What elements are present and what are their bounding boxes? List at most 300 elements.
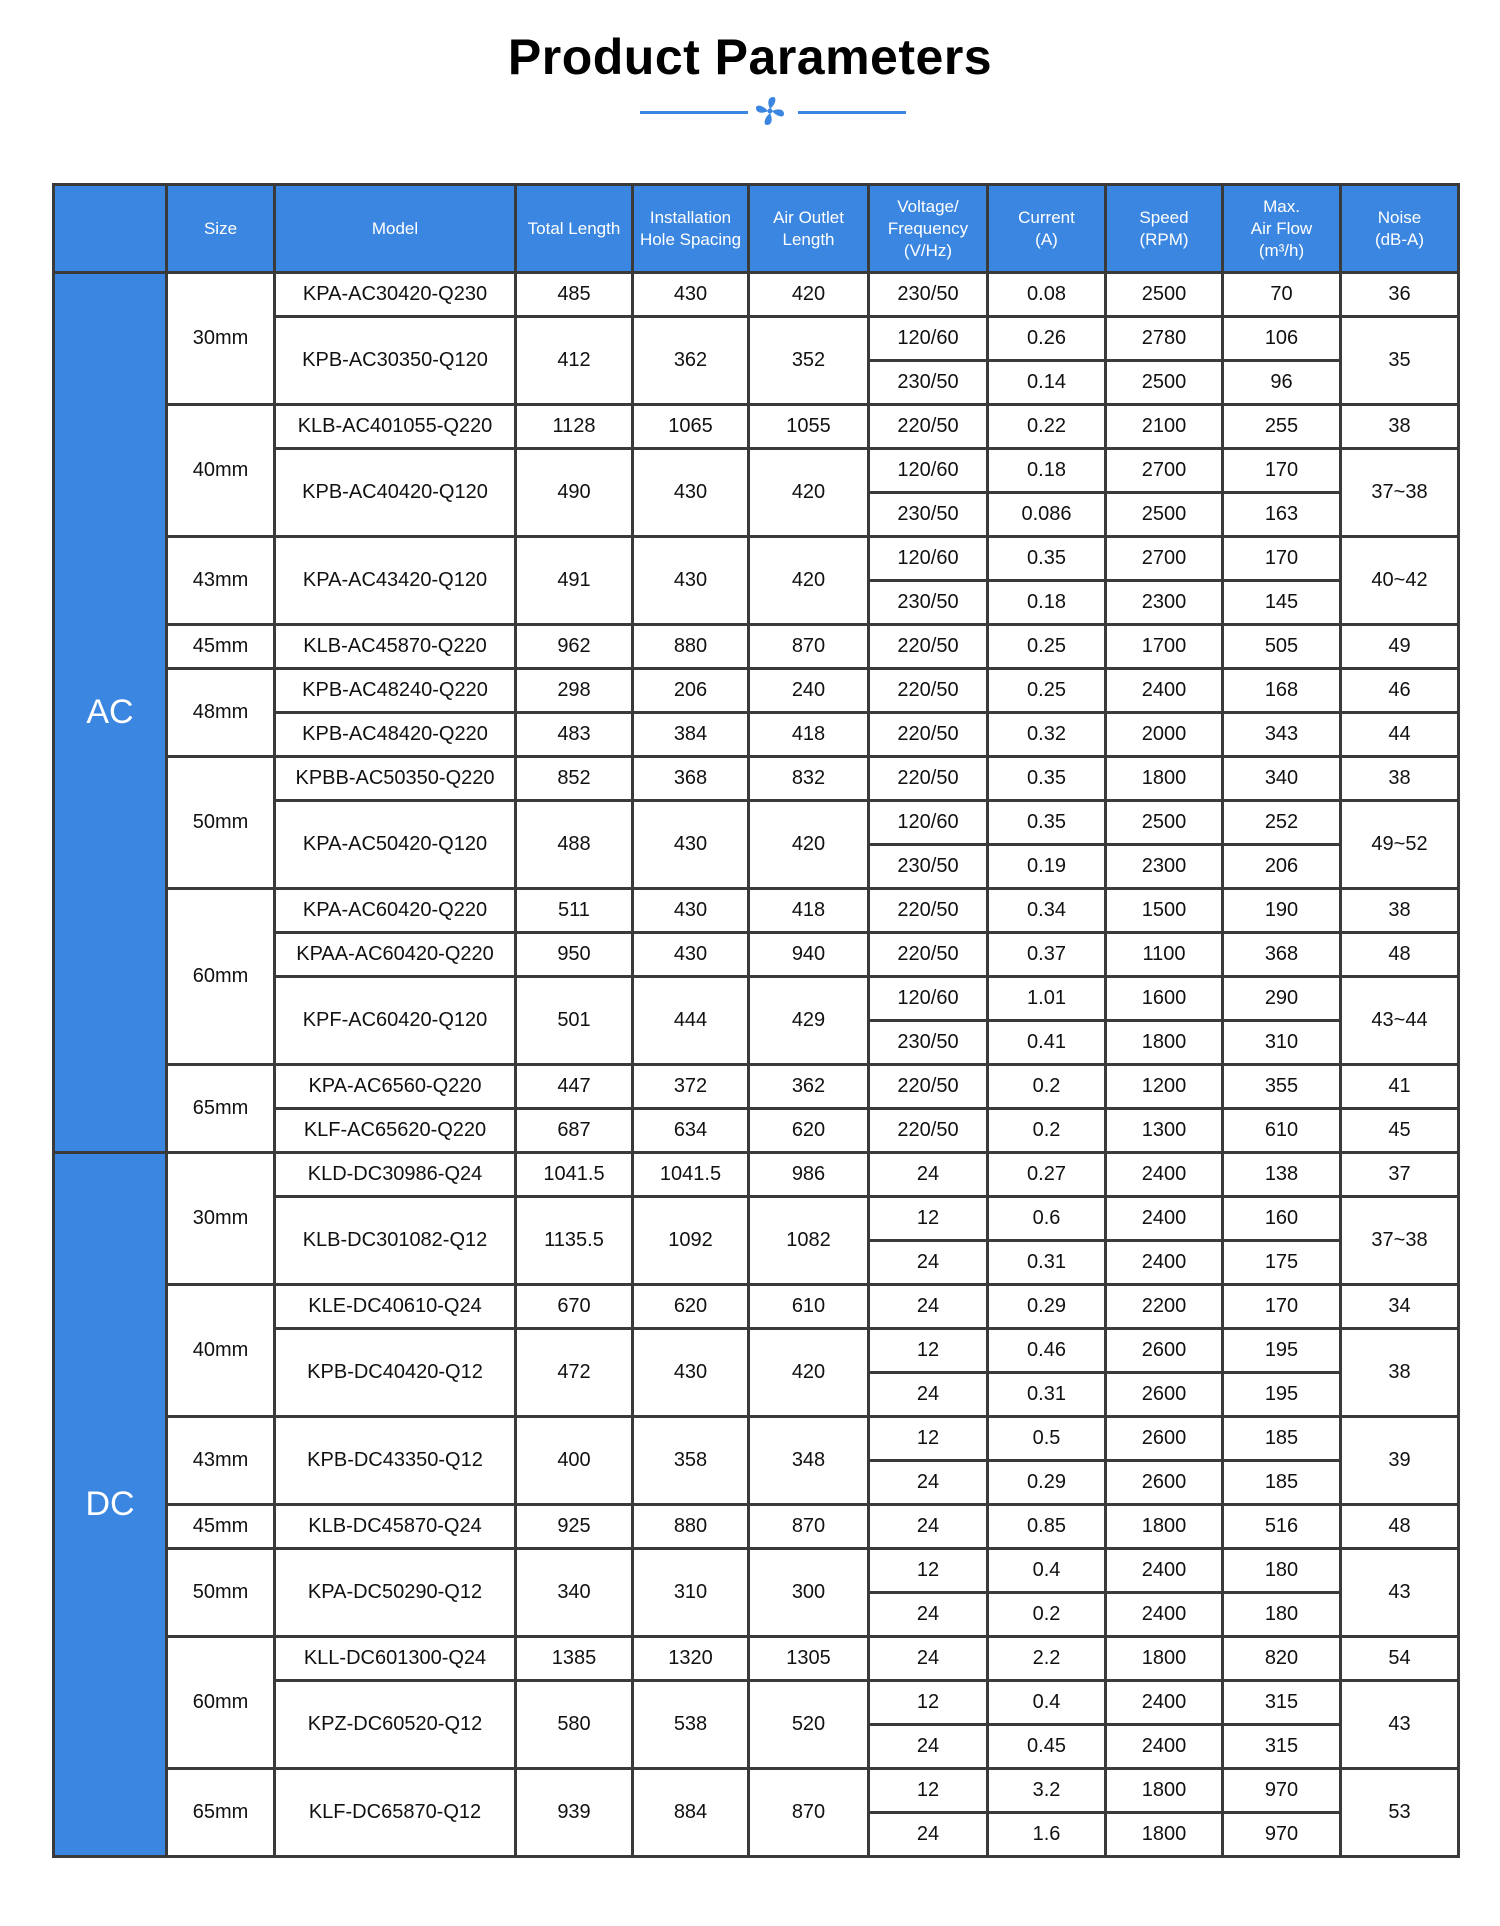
- hole-spacing-cell: 538: [633, 1681, 749, 1769]
- total-length-cell: 400: [516, 1417, 633, 1505]
- size-cell: 43mm: [167, 537, 275, 625]
- voltage-cell: 120/60: [869, 977, 988, 1021]
- total-length-cell: 340: [516, 1549, 633, 1637]
- noise-cell: 49~52: [1341, 801, 1459, 889]
- noise-cell: 43: [1341, 1681, 1459, 1769]
- table-row: [54, 1505, 1459, 1549]
- airflow-cell: 170: [1223, 449, 1341, 493]
- speed-cell: 2500: [1106, 273, 1223, 317]
- table-row: [54, 1769, 1459, 1813]
- voltage-cell: 120/60: [869, 449, 988, 493]
- model-cell: KPA-AC6560-Q220: [275, 1065, 516, 1109]
- model-cell: KPB-AC30350-Q120: [275, 317, 516, 405]
- speed-cell: 1700: [1106, 625, 1223, 669]
- hole-spacing-cell: 310: [633, 1549, 749, 1637]
- outlet-length-cell: 420: [749, 801, 869, 889]
- current-cell: 0.46: [988, 1329, 1106, 1373]
- outlet-length-cell: 418: [749, 713, 869, 757]
- speed-cell: 2400: [1106, 1681, 1223, 1725]
- header-row: [54, 185, 1459, 273]
- current-cell: 0.25: [988, 669, 1106, 713]
- noise-cell: 43~44: [1341, 977, 1459, 1065]
- size-cell: 60mm: [167, 1637, 275, 1769]
- current-cell: 0.26: [988, 317, 1106, 361]
- model-cell: KLF-AC65620-Q220: [275, 1109, 516, 1153]
- speed-cell: 2000: [1106, 713, 1223, 757]
- current-cell: 0.35: [988, 757, 1106, 801]
- size-cell: 65mm: [167, 1065, 275, 1153]
- hole-spacing-cell: 372: [633, 1065, 749, 1109]
- current-cell: 0.29: [988, 1461, 1106, 1505]
- current-cell: 0.31: [988, 1373, 1106, 1417]
- airflow-cell: 180: [1223, 1549, 1341, 1593]
- noise-cell: 54: [1341, 1637, 1459, 1681]
- hole-spacing-cell: 1065: [633, 405, 749, 449]
- voltage-cell: 24: [869, 1813, 988, 1857]
- speed-cell: 1500: [1106, 889, 1223, 933]
- header-airflow: Max. Air Flow (m³/h): [1223, 185, 1341, 273]
- speed-cell: 2400: [1106, 669, 1223, 713]
- noise-cell: 36: [1341, 273, 1459, 317]
- current-cell: 0.22: [988, 405, 1106, 449]
- noise-cell: 48: [1341, 933, 1459, 977]
- total-length-cell: 939: [516, 1769, 633, 1857]
- model-cell: KLB-DC301082-Q12: [275, 1197, 516, 1285]
- total-length-cell: 580: [516, 1681, 633, 1769]
- current-cell: 0.19: [988, 845, 1106, 889]
- category-label: AC: [54, 273, 167, 1153]
- model-cell: KPF-AC60420-Q120: [275, 977, 516, 1065]
- airflow-cell: 163: [1223, 493, 1341, 537]
- table-row: [54, 1549, 1459, 1593]
- current-cell: 0.18: [988, 581, 1106, 625]
- total-length-cell: 670: [516, 1285, 633, 1329]
- size-cell: 45mm: [167, 1505, 275, 1549]
- airflow-cell: 106: [1223, 317, 1341, 361]
- airflow-cell: 315: [1223, 1681, 1341, 1725]
- model-cell: KPB-DC40420-Q12: [275, 1329, 516, 1417]
- voltage-cell: 12: [869, 1681, 988, 1725]
- noise-cell: 43: [1341, 1549, 1459, 1637]
- airflow-cell: 160: [1223, 1197, 1341, 1241]
- model-cell: KLB-AC45870-Q220: [275, 625, 516, 669]
- outlet-length-cell: 870: [749, 625, 869, 669]
- model-cell: KLD-DC30986-Q24: [275, 1153, 516, 1197]
- hole-spacing-cell: 362: [633, 317, 749, 405]
- airflow-cell: 180: [1223, 1593, 1341, 1637]
- speed-cell: 1800: [1106, 1505, 1223, 1549]
- hole-spacing-cell: 1320: [633, 1637, 749, 1681]
- speed-cell: 2200: [1106, 1285, 1223, 1329]
- speed-cell: 2500: [1106, 361, 1223, 405]
- speed-cell: 1600: [1106, 977, 1223, 1021]
- outlet-length-cell: 1055: [749, 405, 869, 449]
- airflow-cell: 610: [1223, 1109, 1341, 1153]
- noise-cell: 48: [1341, 1505, 1459, 1549]
- size-cell: 60mm: [167, 889, 275, 1065]
- header-speed: Speed (RPM): [1106, 185, 1223, 273]
- airflow-cell: 516: [1223, 1505, 1341, 1549]
- speed-cell: 2400: [1106, 1197, 1223, 1241]
- outlet-length-cell: 362: [749, 1065, 869, 1109]
- title-divider: [0, 95, 1500, 129]
- airflow-cell: 145: [1223, 581, 1341, 625]
- outlet-length-cell: 870: [749, 1769, 869, 1857]
- model-cell: KPA-AC60420-Q220: [275, 889, 516, 933]
- table-row: [54, 1417, 1459, 1461]
- total-length-cell: 412: [516, 317, 633, 405]
- speed-cell: 2400: [1106, 1153, 1223, 1197]
- voltage-cell: 12: [869, 1329, 988, 1373]
- hole-spacing-cell: 430: [633, 889, 749, 933]
- speed-cell: 2780: [1106, 317, 1223, 361]
- voltage-cell: 220/50: [869, 889, 988, 933]
- speed-cell: 2400: [1106, 1549, 1223, 1593]
- outlet-length-cell: 832: [749, 757, 869, 801]
- noise-cell: 53: [1341, 1769, 1459, 1857]
- model-cell: KPB-AC48420-Q220: [275, 713, 516, 757]
- table-row: [54, 1637, 1459, 1681]
- model-cell: KPA-AC30420-Q230: [275, 273, 516, 317]
- hole-spacing-cell: 444: [633, 977, 749, 1065]
- table-body: [54, 273, 1459, 1857]
- voltage-cell: 230/50: [869, 273, 988, 317]
- total-length-cell: 687: [516, 1109, 633, 1153]
- model-cell: KPB-AC48240-Q220: [275, 669, 516, 713]
- voltage-cell: 24: [869, 1725, 988, 1769]
- current-cell: 0.41: [988, 1021, 1106, 1065]
- total-length-cell: 298: [516, 669, 633, 713]
- model-cell: KLB-AC401055-Q220: [275, 405, 516, 449]
- airflow-cell: 175: [1223, 1241, 1341, 1285]
- airflow-cell: 820: [1223, 1637, 1341, 1681]
- total-length-cell: 852: [516, 757, 633, 801]
- current-cell: 0.6: [988, 1197, 1106, 1241]
- current-cell: 0.08: [988, 273, 1106, 317]
- header-corner: [54, 185, 167, 273]
- speed-cell: 2100: [1106, 405, 1223, 449]
- voltage-cell: 24: [869, 1593, 988, 1637]
- table-row: [54, 273, 1459, 317]
- total-length-cell: 488: [516, 801, 633, 889]
- airflow-cell: 340: [1223, 757, 1341, 801]
- table-row: [54, 1285, 1459, 1329]
- voltage-cell: 220/50: [869, 757, 988, 801]
- voltage-cell: 220/50: [869, 713, 988, 757]
- voltage-cell: 24: [869, 1153, 988, 1197]
- speed-cell: 2400: [1106, 1593, 1223, 1637]
- airflow-cell: 195: [1223, 1373, 1341, 1417]
- voltage-cell: 230/50: [869, 1021, 988, 1065]
- noise-cell: 34: [1341, 1285, 1459, 1329]
- current-cell: 0.14: [988, 361, 1106, 405]
- airflow-cell: 368: [1223, 933, 1341, 977]
- voltage-cell: 24: [869, 1373, 988, 1417]
- hole-spacing-cell: 430: [633, 801, 749, 889]
- hole-spacing-cell: 880: [633, 1505, 749, 1549]
- outlet-length-cell: 352: [749, 317, 869, 405]
- noise-cell: 37~38: [1341, 449, 1459, 537]
- speed-cell: 2600: [1106, 1329, 1223, 1373]
- voltage-cell: 120/60: [869, 801, 988, 845]
- hole-spacing-cell: 880: [633, 625, 749, 669]
- current-cell: 2.2: [988, 1637, 1106, 1681]
- current-cell: 0.4: [988, 1681, 1106, 1725]
- hole-spacing-cell: 384: [633, 713, 749, 757]
- total-length-cell: 472: [516, 1329, 633, 1417]
- total-length-cell: 925: [516, 1505, 633, 1549]
- voltage-cell: 120/60: [869, 537, 988, 581]
- model-cell: KPB-DC43350-Q12: [275, 1417, 516, 1505]
- size-cell: 48mm: [167, 669, 275, 757]
- speed-cell: 2500: [1106, 493, 1223, 537]
- model-cell: KPAA-AC60420-Q220: [275, 933, 516, 977]
- hole-spacing-cell: 430: [633, 933, 749, 977]
- total-length-cell: 511: [516, 889, 633, 933]
- size-cell: 50mm: [167, 1549, 275, 1637]
- divider-line-left: [640, 111, 748, 114]
- voltage-cell: 220/50: [869, 625, 988, 669]
- table-row: [54, 889, 1459, 933]
- outlet-length-cell: 418: [749, 889, 869, 933]
- voltage-cell: 24: [869, 1241, 988, 1285]
- total-length-cell: 1385: [516, 1637, 633, 1681]
- current-cell: 0.85: [988, 1505, 1106, 1549]
- outlet-length-cell: 300: [749, 1549, 869, 1637]
- size-cell: 65mm: [167, 1769, 275, 1857]
- speed-cell: 2400: [1106, 1241, 1223, 1285]
- total-length-cell: 950: [516, 933, 633, 977]
- speed-cell: 2500: [1106, 801, 1223, 845]
- current-cell: 0.5: [988, 1417, 1106, 1461]
- hole-spacing-cell: 620: [633, 1285, 749, 1329]
- outlet-length-cell: 610: [749, 1285, 869, 1329]
- voltage-cell: 120/60: [869, 317, 988, 361]
- current-cell: 0.35: [988, 537, 1106, 581]
- size-cell: 30mm: [167, 273, 275, 405]
- hole-spacing-cell: 430: [633, 1329, 749, 1417]
- outlet-length-cell: 986: [749, 1153, 869, 1197]
- current-cell: 3.2: [988, 1769, 1106, 1813]
- noise-cell: 41: [1341, 1065, 1459, 1109]
- airflow-cell: 310: [1223, 1021, 1341, 1065]
- hole-spacing-cell: 634: [633, 1109, 749, 1153]
- total-length-cell: 962: [516, 625, 633, 669]
- noise-cell: 45: [1341, 1109, 1459, 1153]
- noise-cell: 38: [1341, 1329, 1459, 1417]
- speed-cell: 2300: [1106, 845, 1223, 889]
- voltage-cell: 12: [869, 1197, 988, 1241]
- size-cell: 40mm: [167, 1285, 275, 1417]
- total-length-cell: 483: [516, 713, 633, 757]
- current-cell: 0.45: [988, 1725, 1106, 1769]
- airflow-cell: 170: [1223, 1285, 1341, 1329]
- voltage-cell: 230/50: [869, 845, 988, 889]
- airflow-cell: 290: [1223, 977, 1341, 1021]
- airflow-cell: 970: [1223, 1813, 1341, 1857]
- table-row: [54, 625, 1459, 669]
- noise-cell: 38: [1341, 757, 1459, 801]
- current-cell: 1.6: [988, 1813, 1106, 1857]
- outlet-length-cell: 520: [749, 1681, 869, 1769]
- model-cell: KLL-DC601300-Q24: [275, 1637, 516, 1681]
- voltage-cell: 220/50: [869, 1109, 988, 1153]
- outlet-length-cell: 420: [749, 1329, 869, 1417]
- current-cell: 0.37: [988, 933, 1106, 977]
- airflow-cell: 70: [1223, 273, 1341, 317]
- speed-cell: 1300: [1106, 1109, 1223, 1153]
- table-row: [54, 405, 1459, 449]
- outlet-length-cell: 1305: [749, 1637, 869, 1681]
- size-cell: 45mm: [167, 625, 275, 669]
- hole-spacing-cell: 1092: [633, 1197, 749, 1285]
- noise-cell: 38: [1341, 405, 1459, 449]
- noise-cell: 49: [1341, 625, 1459, 669]
- total-length-cell: 1041.5: [516, 1153, 633, 1197]
- speed-cell: 1100: [1106, 933, 1223, 977]
- voltage-cell: 220/50: [869, 933, 988, 977]
- header-current: Current (A): [988, 185, 1106, 273]
- airflow-cell: 185: [1223, 1461, 1341, 1505]
- airflow-cell: 185: [1223, 1417, 1341, 1461]
- airflow-cell: 343: [1223, 713, 1341, 757]
- header-hole-spacing: Installation Hole Spacing: [633, 185, 749, 273]
- voltage-cell: 230/50: [869, 493, 988, 537]
- header-noise: Noise (dB-A): [1341, 185, 1459, 273]
- speed-cell: 2600: [1106, 1461, 1223, 1505]
- speed-cell: 2600: [1106, 1373, 1223, 1417]
- outlet-length-cell: 429: [749, 977, 869, 1065]
- model-cell: KPB-AC40420-Q120: [275, 449, 516, 537]
- table-row: [54, 1065, 1459, 1109]
- hole-spacing-cell: 430: [633, 273, 749, 317]
- speed-cell: 2700: [1106, 537, 1223, 581]
- total-length-cell: 490: [516, 449, 633, 537]
- outlet-length-cell: 1082: [749, 1197, 869, 1285]
- voltage-cell: 12: [869, 1769, 988, 1813]
- noise-cell: 37~38: [1341, 1197, 1459, 1285]
- size-cell: 40mm: [167, 405, 275, 537]
- speed-cell: 1800: [1106, 757, 1223, 801]
- total-length-cell: 485: [516, 273, 633, 317]
- current-cell: 0.31: [988, 1241, 1106, 1285]
- outlet-length-cell: 420: [749, 537, 869, 625]
- hole-spacing-cell: 368: [633, 757, 749, 801]
- hole-spacing-cell: 430: [633, 537, 749, 625]
- speed-cell: 2700: [1106, 449, 1223, 493]
- header-outlet-length: Air Outlet Length: [749, 185, 869, 273]
- outlet-length-cell: 940: [749, 933, 869, 977]
- current-cell: 0.086: [988, 493, 1106, 537]
- current-cell: 0.25: [988, 625, 1106, 669]
- product-parameters-table: [52, 183, 1460, 1858]
- size-cell: 30mm: [167, 1153, 275, 1285]
- current-cell: 0.4: [988, 1549, 1106, 1593]
- voltage-cell: 24: [869, 1461, 988, 1505]
- table-row: [54, 757, 1459, 801]
- size-cell: 43mm: [167, 1417, 275, 1505]
- model-cell: KLE-DC40610-Q24: [275, 1285, 516, 1329]
- hole-spacing-cell: 430: [633, 449, 749, 537]
- model-cell: KPZ-DC60520-Q12: [275, 1681, 516, 1769]
- noise-cell: 37: [1341, 1153, 1459, 1197]
- current-cell: 0.34: [988, 889, 1106, 933]
- hole-spacing-cell: 884: [633, 1769, 749, 1857]
- speed-cell: 2600: [1106, 1417, 1223, 1461]
- model-cell: KPBB-AC50350-Q220: [275, 757, 516, 801]
- airflow-cell: 252: [1223, 801, 1341, 845]
- airflow-cell: 138: [1223, 1153, 1341, 1197]
- header-voltage: Voltage/ Frequency (V/Hz): [869, 185, 988, 273]
- airflow-cell: 170: [1223, 537, 1341, 581]
- model-cell: KPA-AC50420-Q120: [275, 801, 516, 889]
- airflow-cell: 505: [1223, 625, 1341, 669]
- outlet-length-cell: 620: [749, 1109, 869, 1153]
- airflow-cell: 315: [1223, 1725, 1341, 1769]
- voltage-cell: 24: [869, 1285, 988, 1329]
- table-row: [54, 669, 1459, 713]
- outlet-length-cell: 420: [749, 449, 869, 537]
- header-size: Size: [167, 185, 275, 273]
- voltage-cell: 220/50: [869, 669, 988, 713]
- voltage-cell: 12: [869, 1549, 988, 1593]
- speed-cell: 1800: [1106, 1021, 1223, 1065]
- airflow-cell: 195: [1223, 1329, 1341, 1373]
- airflow-cell: 190: [1223, 889, 1341, 933]
- model-cell: KLB-DC45870-Q24: [275, 1505, 516, 1549]
- voltage-cell: 220/50: [869, 405, 988, 449]
- speed-cell: 1800: [1106, 1813, 1223, 1857]
- current-cell: 0.2: [988, 1593, 1106, 1637]
- voltage-cell: 220/50: [869, 1065, 988, 1109]
- hole-spacing-cell: 206: [633, 669, 749, 713]
- noise-cell: 39: [1341, 1417, 1459, 1505]
- outlet-length-cell: 240: [749, 669, 869, 713]
- speed-cell: 2400: [1106, 1725, 1223, 1769]
- voltage-cell: 230/50: [869, 581, 988, 625]
- voltage-cell: 24: [869, 1505, 988, 1549]
- table-row: [54, 1153, 1459, 1197]
- speed-cell: 1800: [1106, 1637, 1223, 1681]
- airflow-cell: 970: [1223, 1769, 1341, 1813]
- current-cell: 0.2: [988, 1109, 1106, 1153]
- current-cell: 0.18: [988, 449, 1106, 493]
- page-title: Product Parameters: [507, 29, 993, 85]
- airflow-cell: 355: [1223, 1065, 1341, 1109]
- hole-spacing-cell: 358: [633, 1417, 749, 1505]
- airflow-cell: 96: [1223, 361, 1341, 405]
- current-cell: 0.29: [988, 1285, 1106, 1329]
- model-cell: KPA-DC50290-Q12: [275, 1549, 516, 1637]
- total-length-cell: 501: [516, 977, 633, 1065]
- speed-cell: 1800: [1106, 1769, 1223, 1813]
- voltage-cell: 24: [869, 1637, 988, 1681]
- total-length-cell: 447: [516, 1065, 633, 1109]
- noise-cell: 40~42: [1341, 537, 1459, 625]
- total-length-cell: 1128: [516, 405, 633, 449]
- header-total-length: Total Length: [516, 185, 633, 273]
- divider-line-right: [798, 111, 906, 114]
- model-cell: KPA-AC43420-Q120: [275, 537, 516, 625]
- current-cell: 0.35: [988, 801, 1106, 845]
- airflow-cell: 168: [1223, 669, 1341, 713]
- current-cell: 0.32: [988, 713, 1106, 757]
- total-length-cell: 1135.5: [516, 1197, 633, 1285]
- speed-cell: 2300: [1106, 581, 1223, 625]
- model-cell: KLF-DC65870-Q12: [275, 1769, 516, 1857]
- total-length-cell: 491: [516, 537, 633, 625]
- noise-cell: 44: [1341, 713, 1459, 757]
